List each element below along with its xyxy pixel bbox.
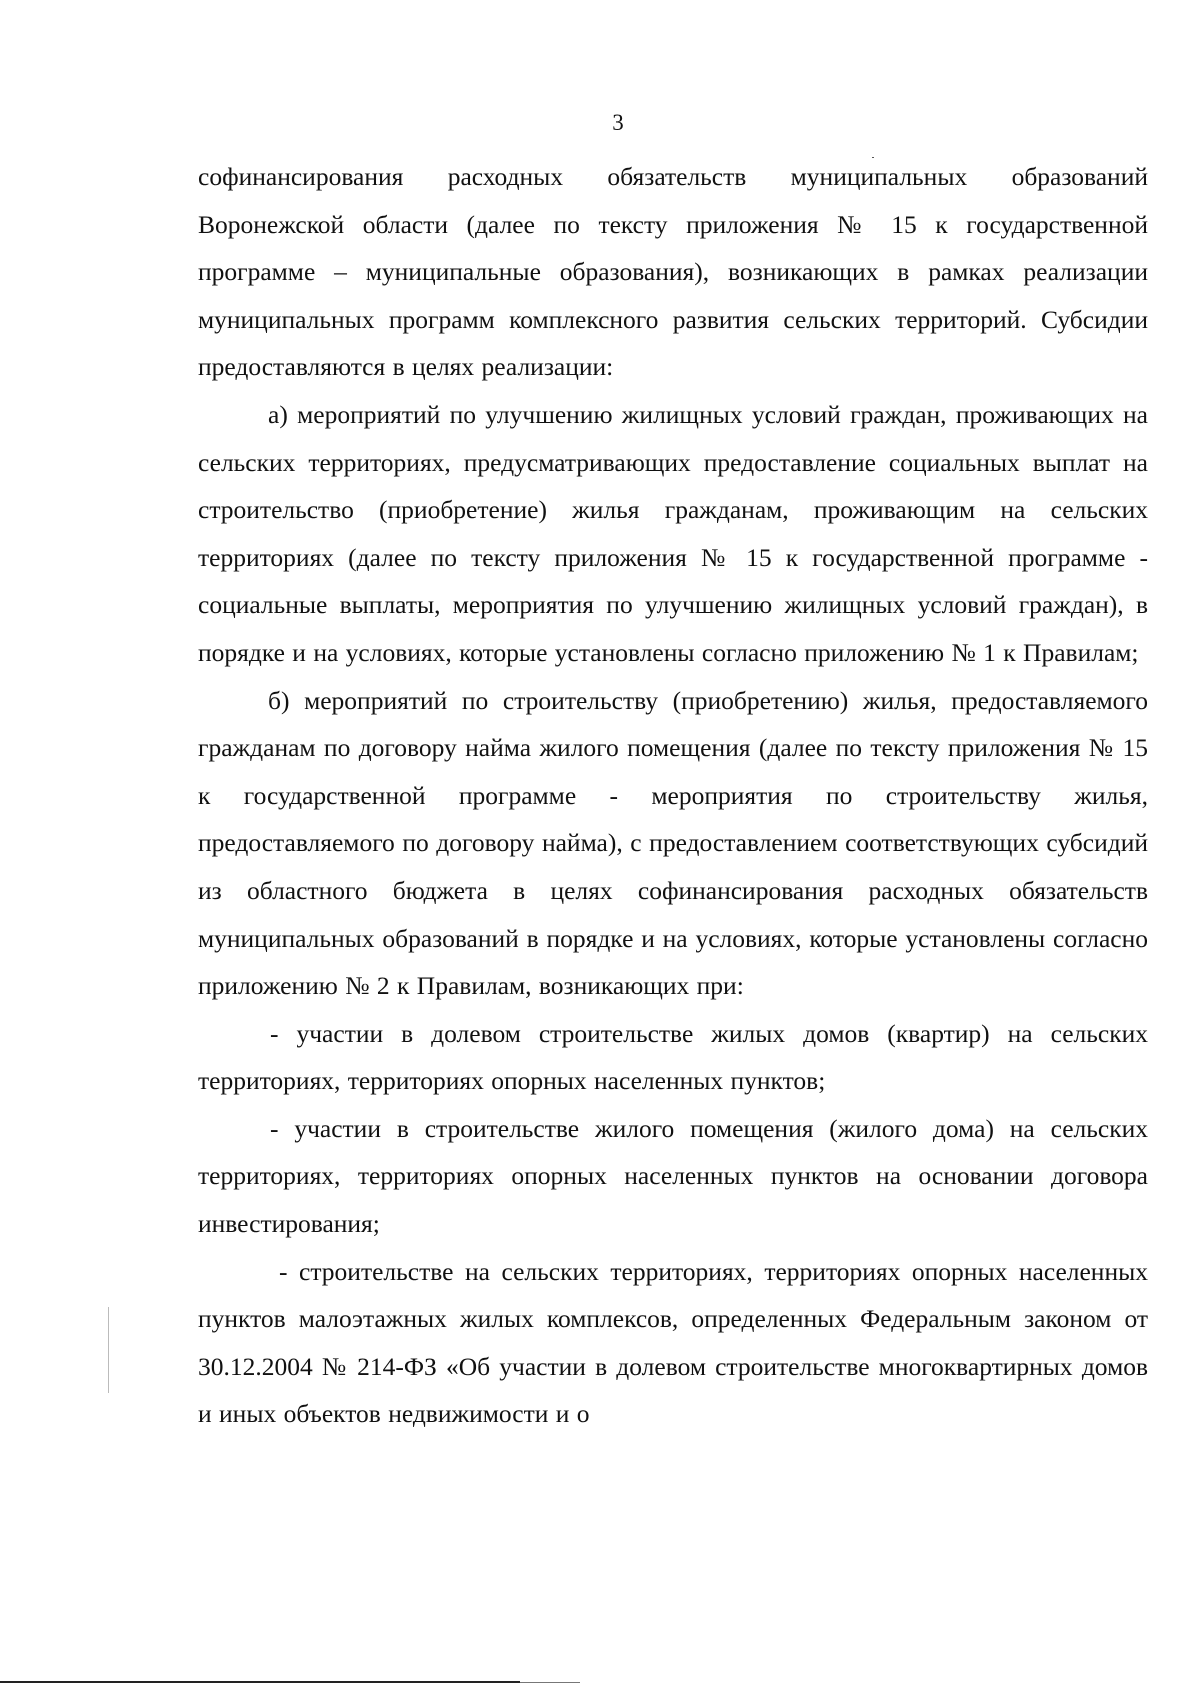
scan-artifact-line — [108, 1307, 109, 1393]
scan-edge-line-faint — [520, 1682, 580, 1683]
scan-edge-line — [0, 1681, 520, 1683]
paragraph-item-b: б) мероприятий по строительству (приобретению) жилья, предоставляемого гражданам по договору найма жилого помещения (далее по тексту приложения № 15 к государственной программе - мероприятия по строительству жилья, предоставляемого по договору найма), с предоставлением соответствующих субсидий из областного бюджета в целях софинансирования расходных обязательств муниципальных образований в порядке и на условиях, которые установлены согласно приложению № 2 к Правилам, возникающих при: — [198, 685, 1148, 1001]
scan-speck — [872, 157, 874, 158]
paragraph-dash-3: - строительстве на сельских территориях, территориях опорных населенных пунктов малоэтажных жилых комплексов, определенных Федеральным законом от 30.12.2004 № 214-ФЗ «Об участии в долевом строительстве многоквартирных домов и иных объектов недвижимости и о — [198, 1256, 1148, 1429]
paragraph-dash-1: - участии в долевом строительстве жилых домов (квартир) на сельских территориях, территориях опорных населенных пунктов; — [198, 1018, 1148, 1096]
page-number: 3 — [612, 110, 624, 135]
body-text — [198, 153, 1148, 1438]
paragraph-item-a: а) мероприятий по улучшению жилищных условий граждан, проживающих на сельских территориях, предусматривающих предоставление социальных выплат на строительство (приобретение) жилья гражданам, проживающим на сельских территориях (далее по тексту приложения № 15 к государственной программе - социальные выплаты, мероприятия по улучшению жилищных условий граждан), в порядке и на условиях, которые установлены согласно приложению № 1 к Правилам; — [198, 399, 1148, 667]
paragraph-dash-2: - участии в строительстве жилого помещения (жилого дома) на сельских территориях, территориях опорных населенных пунктов на основании договора инвестирования; — [198, 1113, 1148, 1239]
paragraph-intro: софинансирования расходных обязательств муниципальных образований Воронежской области (далее по тексту приложения № 15 к государственной программе – муниципальные образования), возникающих в рамках реализации муниципальных программ комплексного развития сельских территорий. Субсидии предоставляются в целях реализации: — [198, 162, 1148, 382]
